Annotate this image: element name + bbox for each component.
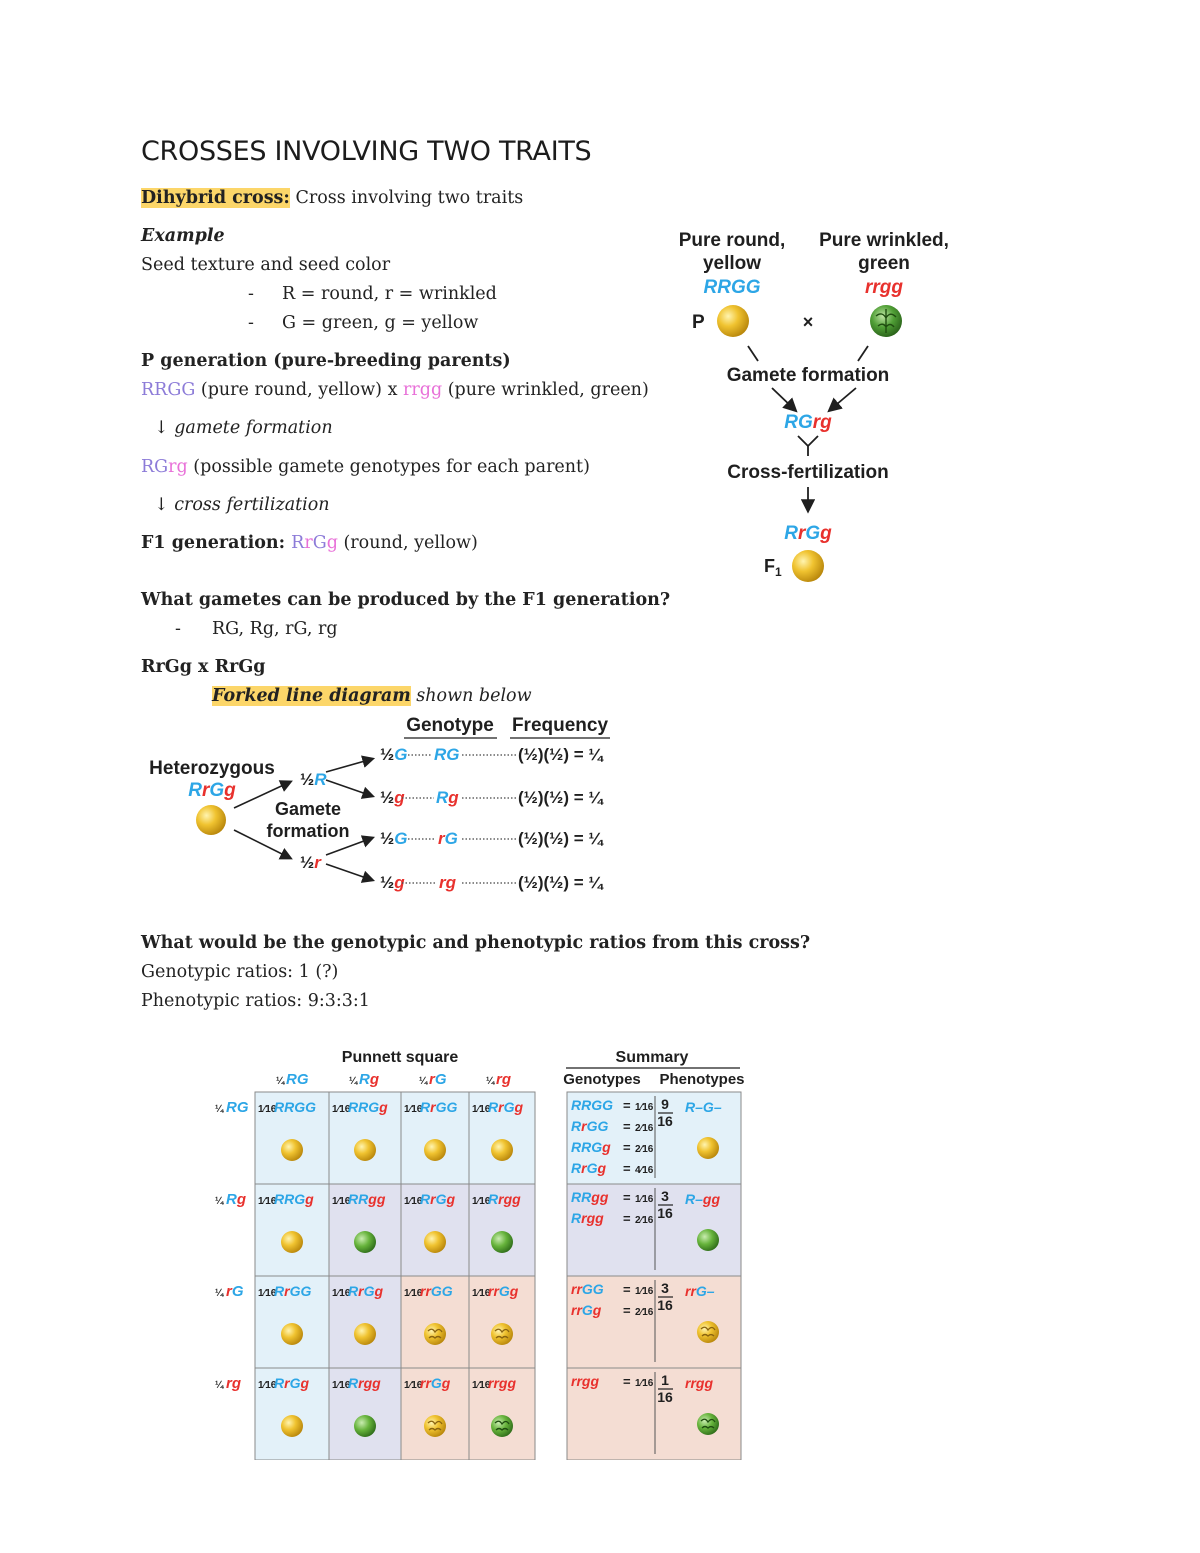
row-header-fraction: ¼ — [215, 1380, 224, 1391]
gametes-RG: RG — [141, 457, 169, 477]
summary-fraction: 2⁄16 — [635, 1144, 654, 1155]
answer-gametes: RG, Rg, rG, rg — [212, 619, 338, 639]
equals-sign: = — [623, 1374, 631, 1389]
cell-fraction: 1⁄16 — [404, 1104, 423, 1115]
p-label: P — [692, 312, 705, 333]
round-yellow-pea-icon — [354, 1139, 376, 1161]
f1-genotype-label: RrGg — [784, 523, 832, 544]
cell-fraction: 1⁄16 — [258, 1380, 277, 1391]
summary-genotype: rrGg — [571, 1302, 602, 1318]
gametes-desc: (possible gamete genotypes for each parent) — [187, 457, 590, 477]
cell-genotype: Rrgg — [348, 1375, 381, 1391]
wrinkled-yellow-pea-icon — [424, 1323, 446, 1345]
cell-genotype: Rrgg — [488, 1191, 521, 1207]
cell-genotype: RrGG — [274, 1283, 312, 1299]
cell-fraction: 1⁄16 — [258, 1288, 277, 1299]
wrinkled-green-pea-icon — [491, 1415, 513, 1437]
cell-genotype: RRGg — [348, 1099, 388, 1115]
parent1-genotype: RRGG — [141, 380, 196, 400]
phenotype-ratio-num: 9 — [661, 1096, 669, 1112]
cell-genotype: rrGG — [420, 1283, 453, 1299]
half-R: ½R — [300, 770, 327, 789]
wrinkled-green-pea-icon — [697, 1413, 719, 1435]
cross-diagram-figure — [660, 220, 980, 590]
svg-text:½g: ½g — [380, 788, 405, 807]
cell-genotype: RrGg — [488, 1099, 524, 1115]
branch-arrow — [326, 780, 372, 796]
forked-row-1 — [380, 745, 604, 764]
forked-line-figure — [140, 708, 620, 898]
punnett-title: Punnett square — [341, 1049, 459, 1066]
summary-genotype: RRGG — [571, 1097, 614, 1113]
round-yellow-pea-icon — [281, 1231, 303, 1253]
question-ratios: What would be the genotypic and phenotypic ratios from this cross? — [141, 933, 811, 953]
round-yellow-pea-icon — [354, 1323, 376, 1345]
gamete-formation-label: Gamete formation — [726, 365, 890, 386]
f1-line — [141, 533, 478, 553]
frequency-header: Frequency — [511, 715, 609, 736]
wrinkled-green-pea-icon — [870, 305, 902, 337]
phenotype-ratio-den: 16 — [657, 1113, 673, 1129]
round-yellow-pea-icon — [717, 305, 749, 337]
bullet-dash: - — [175, 619, 181, 639]
bullet-dash: - — [248, 313, 254, 333]
round-yellow-pea-icon — [281, 1139, 303, 1161]
arrow-left — [772, 388, 795, 410]
cross-line: RrGg x RrGg — [141, 657, 266, 677]
forked-genotype: rg — [439, 873, 456, 892]
equals-sign: = — [623, 1282, 631, 1297]
heterozygous-label: Heterozygous — [149, 758, 275, 779]
summary-genotype: RRgg — [571, 1189, 609, 1205]
example-heading: Example — [141, 226, 225, 246]
row-header-rg: rg — [226, 1375, 242, 1392]
round-yellow-pea-icon — [424, 1231, 446, 1253]
page-title: CROSSES INVOLVING TWO TRAITS — [141, 136, 592, 167]
f1-g: g — [326, 533, 338, 553]
gametes-label: RGrg — [784, 412, 832, 433]
cell-fraction: 1⁄16 — [472, 1196, 491, 1207]
f1-label: F1 generation: — [141, 533, 292, 553]
summary-fraction: 1⁄16 — [635, 1102, 654, 1113]
punnett-square-figure — [200, 1040, 760, 1460]
parent1-title-1: Pure round, — [678, 230, 786, 251]
gamete-formation-arrow: ↓ gamete formation — [154, 418, 333, 438]
parent2-title-1: Pure wrinkled, — [819, 230, 949, 251]
forked-row-2 — [380, 788, 604, 807]
cell-genotype: rrGg — [488, 1283, 519, 1299]
example-line: Seed texture and seed color — [141, 255, 391, 275]
forked-frequency: (½)(½) = ¼ — [518, 745, 603, 764]
forked-row-3 — [380, 829, 604, 848]
cell-fraction: 1⁄16 — [472, 1288, 491, 1299]
col-header-rg: rg — [496, 1071, 512, 1088]
row-header-RG: RG — [226, 1099, 249, 1116]
parent1-genotype-label: RRGG — [703, 277, 761, 298]
round-green-pea-icon — [354, 1231, 376, 1253]
cell-genotype: RrGG — [420, 1099, 458, 1115]
heterozygous-genotype: RrGg — [188, 780, 236, 801]
cell-genotype: RRgg — [348, 1191, 386, 1207]
summary-genotype: rrGG — [571, 1281, 604, 1297]
phenotype-label: R–gg — [685, 1191, 721, 1207]
summary-fraction: 2⁄16 — [635, 1307, 654, 1318]
genotypic-ratio: Genotypic ratios: 1 (?) — [141, 962, 339, 982]
summary-title: Summary — [615, 1049, 689, 1066]
row-header-fraction: ¼ — [215, 1104, 224, 1115]
phenotypic-ratio: Phenotypic ratios: 9:3:3:1 — [141, 991, 370, 1011]
row-header-fraction: ¼ — [215, 1288, 224, 1299]
summary-genotype: RrGg — [571, 1160, 607, 1176]
wrinkled-yellow-pea-icon — [697, 1321, 719, 1343]
phenotype-ratio-den: 16 — [657, 1389, 673, 1405]
gametes-line — [141, 457, 590, 477]
svg-text:½G: ½G — [380, 745, 408, 764]
definition-line — [141, 188, 523, 208]
cell-fraction: 1⁄16 — [332, 1196, 351, 1207]
branch-arrow — [326, 759, 372, 772]
row-header-Rg: Rg — [226, 1191, 247, 1208]
round-yellow-pea-icon — [697, 1137, 719, 1159]
f1-label: $F_1$ — [764, 556, 782, 579]
equals-sign: = — [623, 1303, 631, 1318]
p-line-right — [858, 346, 868, 361]
cell-fraction: 1⁄16 — [332, 1288, 351, 1299]
col-header-rG: rG — [429, 1071, 447, 1088]
phenotype-ratio-num: 3 — [661, 1188, 669, 1204]
cell-genotype: rrGg — [420, 1375, 451, 1391]
forked-genotype: rG — [438, 829, 458, 848]
round-green-pea-icon — [697, 1229, 719, 1251]
phenotypes-header: Phenotypes — [659, 1071, 745, 1088]
half-r: ½r — [300, 853, 321, 872]
gamete-formation-label-1: Gamete — [274, 799, 342, 819]
equals-sign: = — [623, 1190, 631, 1205]
summary-genotype: Rrgg — [571, 1210, 604, 1226]
phenotype-ratio-den: 16 — [657, 1297, 673, 1313]
f1-R: R — [291, 533, 305, 553]
row-header-rG: rG — [226, 1283, 244, 1300]
fork-join — [798, 436, 818, 456]
question-gametes: What gametes can be produced by the F1 generation? — [141, 590, 671, 610]
parent1-desc: (pure round, yellow) x — [195, 380, 404, 400]
phenotype-ratio-num: 1 — [661, 1372, 669, 1388]
gametes-rg: rg — [168, 457, 188, 477]
round-yellow-pea-icon — [792, 550, 824, 582]
row-header-fraction: ¼ — [215, 1196, 224, 1207]
p-line-left — [748, 346, 758, 361]
phenotype-label: R–G– — [685, 1099, 722, 1115]
summary-fraction: 1⁄16 — [635, 1378, 654, 1389]
round-green-pea-icon — [491, 1231, 513, 1253]
forked-frequency: (½)(½) = ¼ — [518, 873, 603, 892]
wrinkled-yellow-pea-icon — [491, 1323, 513, 1345]
equals-sign: = — [623, 1211, 631, 1226]
cross-symbol: × — [802, 312, 814, 332]
col-header-fraction: ¼ — [349, 1076, 358, 1087]
p-generation-cross — [141, 380, 649, 400]
col-header-fraction: ¼ — [486, 1076, 495, 1087]
summary-fraction: 4⁄16 — [635, 1165, 654, 1176]
parent2-title-2: green — [858, 253, 910, 274]
parent2-genotype-label: rrgg — [865, 277, 903, 298]
cell-genotype: RrGg — [348, 1283, 384, 1299]
equals-sign: = — [623, 1119, 631, 1134]
genotypes-header: Genotypes — [563, 1071, 641, 1088]
summary-fraction: 1⁄16 — [635, 1194, 654, 1205]
cell-genotype: RrGg — [420, 1191, 456, 1207]
f1-desc: (round, yellow) — [337, 533, 478, 553]
col-header-fraction: ¼ — [276, 1076, 285, 1087]
cell-fraction: 1⁄16 — [404, 1380, 423, 1391]
forked-frequency: (½)(½) = ¼ — [518, 829, 603, 848]
col-header-Rg: Rg — [359, 1071, 380, 1088]
cell-fraction: 1⁄16 — [472, 1380, 491, 1391]
example-bullet-1: R = round, r = wrinkled — [282, 284, 497, 304]
forked-genotype: RG — [434, 745, 460, 764]
round-yellow-pea-icon — [491, 1139, 513, 1161]
round-yellow-pea-icon — [281, 1415, 303, 1437]
forked-genotype: Rg — [436, 788, 459, 807]
example-bullet-2: G = green, g = yellow — [282, 313, 479, 333]
cross-fertilization-label: Cross-fertilization — [727, 462, 889, 483]
equals-sign: = — [623, 1140, 631, 1155]
summary-genotype: RrGG — [571, 1118, 609, 1134]
cell-genotype: rrgg — [488, 1375, 517, 1391]
forked-line — [212, 686, 532, 706]
cell-fraction: 1⁄16 — [332, 1380, 351, 1391]
col-header-fraction: ¼ — [419, 1076, 428, 1087]
forked-frequency: (½)(½) = ¼ — [518, 788, 603, 807]
summary-fraction: 2⁄16 — [635, 1215, 654, 1226]
summary-genotype: rrgg — [571, 1373, 600, 1389]
cell-fraction: 1⁄16 — [258, 1196, 277, 1207]
cell-fraction: 1⁄16 — [332, 1104, 351, 1115]
gamete-formation-label-2: formation — [266, 821, 350, 841]
cell-genotype: RrGg — [274, 1375, 310, 1391]
equals-sign: = — [623, 1098, 631, 1113]
parent2-desc: (pure wrinkled, green) — [442, 380, 649, 400]
definition-term: Dihybrid cross: — [141, 188, 290, 208]
svg-text:½G: ½G — [380, 829, 408, 848]
summary-genotype: RRGg — [571, 1139, 611, 1155]
genotype-header: Genotype — [406, 715, 494, 736]
branch-arrow — [326, 864, 372, 880]
round-yellow-pea-icon — [196, 805, 226, 835]
cell-genotype: RRGg — [274, 1191, 314, 1207]
forked-row-4 — [380, 873, 604, 892]
summary-fraction: 1⁄16 — [635, 1286, 654, 1297]
cell-genotype: RRGG — [274, 1099, 317, 1115]
forked-rest: shown below — [410, 686, 532, 706]
summary-fraction: 2⁄16 — [635, 1123, 654, 1134]
cell-fraction: 1⁄16 — [404, 1288, 423, 1299]
round-green-pea-icon — [354, 1415, 376, 1437]
phenotype-ratio-den: 16 — [657, 1205, 673, 1221]
round-yellow-pea-icon — [424, 1139, 446, 1161]
arrow-right — [830, 388, 856, 410]
forked-label: Forked line diagram — [212, 686, 411, 706]
equals-sign: = — [623, 1161, 631, 1176]
parent2-genotype: rrgg — [403, 380, 443, 400]
bullet-dash: - — [248, 284, 254, 304]
phenotype-label: rrgg — [685, 1375, 714, 1391]
cross-fertilization-arrow: ↓ cross fertilization — [154, 495, 330, 515]
round-yellow-pea-icon — [281, 1323, 303, 1345]
cell-fraction: 1⁄16 — [472, 1104, 491, 1115]
p-generation-heading: P generation (pure-breeding parents) — [141, 351, 511, 371]
definition-text: Cross involving two traits — [295, 188, 524, 208]
cell-fraction: 1⁄16 — [258, 1104, 277, 1115]
parent1-title-2: yellow — [702, 253, 762, 274]
f1-G: G — [312, 533, 327, 553]
cell-fraction: 1⁄16 — [404, 1196, 423, 1207]
wrinkled-yellow-pea-icon — [424, 1415, 446, 1437]
phenotype-ratio-num: 3 — [661, 1280, 669, 1296]
f1-r: r — [304, 533, 313, 553]
phenotype-label: rrG– — [685, 1283, 715, 1299]
svg-text:½g: ½g — [380, 873, 405, 892]
col-header-RG: RG — [286, 1071, 309, 1088]
